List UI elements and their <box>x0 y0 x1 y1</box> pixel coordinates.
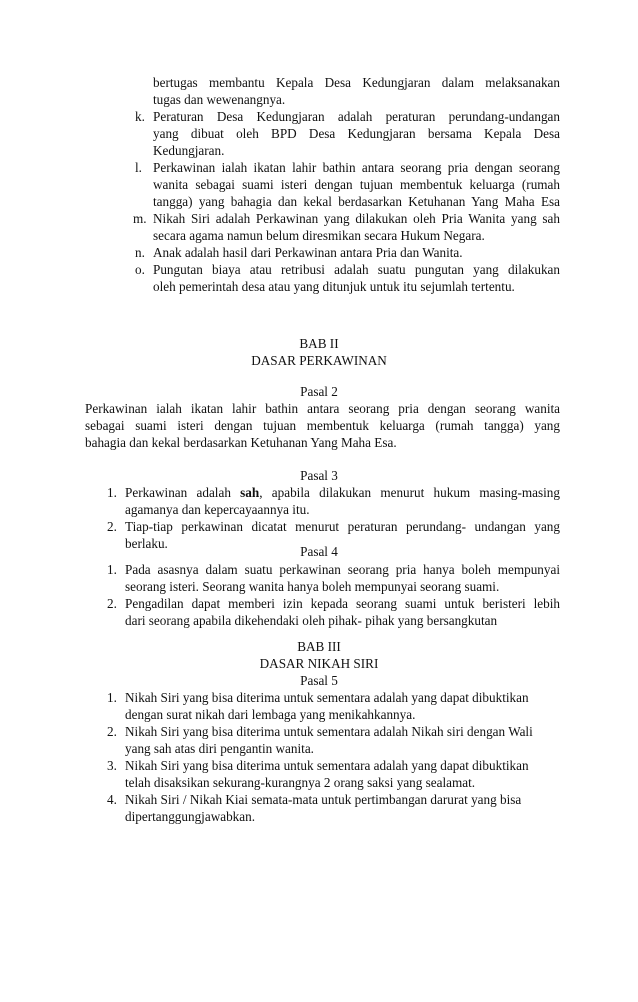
definition-line: Pungutan biaya atau retribusi adalah suatu pungutan yang dilakukan <box>153 262 560 277</box>
definition-line: secara agama namun belum diresmikan secara Hukum Negara. <box>153 228 485 243</box>
definition-letter: k. <box>135 109 145 124</box>
article-paragraph-line: sebagai suami isteri dengan tujuan membentuk keluarga (rumah tangga) yang <box>85 418 560 433</box>
definition-letter: m. <box>133 211 147 226</box>
definition-line: oleh pemerintah desa atau yang ditunjuk untuk itu sejumlah tertentu. <box>153 279 515 294</box>
definition-line: Anak adalah hasil dari Perkawinan antara Pria dan Wanita. <box>153 245 463 260</box>
chapter-subtitle: DASAR PERKAWINAN <box>251 353 387 368</box>
definition-line: Kedungjaran. <box>153 143 225 158</box>
article-heading: Pasal 4 <box>300 544 338 559</box>
list-number: 1. <box>107 690 117 705</box>
list-item-line: dari seorang apabila dikehendaki oleh pihak- pihak yang bersangkutan <box>125 613 498 628</box>
article-paragraph-line: bahagia dan kekal berdasarkan Ketuhanan Yang Maha Esa. <box>85 435 397 450</box>
definition-line: yang dibuat oleh BPD Desa Kedungjaran bersama Kepala Desa <box>153 126 560 141</box>
list-item-line: Nikah Siri yang bisa diterima untuk sementara adalah yang dapat dibuktikan <box>125 758 529 773</box>
definition-letter: l. <box>135 160 142 175</box>
chapter-subtitle: DASAR NIKAH SIRI <box>259 656 379 671</box>
definition-continuation-line: bertugas membantu Kepala Desa Kedungjaran dalam melaksanakan <box>153 75 560 90</box>
definition-line: tangga) yang bahagia dan kekal berdasarkan Ketuhanan Yang Maha Esa <box>153 194 560 209</box>
article-heading: Pasal 2 <box>300 384 338 399</box>
list-item-line: Nikah Siri yang bisa diterima untuk sementara adalah yang dapat dibuktikan <box>125 690 529 705</box>
list-item-text: Perkawinan adalah <box>125 485 241 500</box>
list-item-line: Tiap-tiap perkawinan dicatat menurut peraturan perundang- undangan yang <box>125 519 560 534</box>
list-number: 3. <box>107 758 117 773</box>
list-number: 4. <box>107 792 117 807</box>
chapter-title: BAB II <box>299 336 339 351</box>
list-item-line: seorang isteri. Seorang wanita hanya boleh mempunyai seorang suami. <box>125 579 500 594</box>
list-item-line: telah disaksikan sekurang-kurangnya 2 orang saksi yang sealamat. <box>125 775 476 790</box>
definition-line: Perkawinan ialah ikatan lahir bathin antara seorang pria dengan seorang <box>153 160 560 175</box>
list-item-line: Nikah Siri yang bisa diterima untuk sementara adalah Nikah siri dengan Wali <box>125 724 533 739</box>
list-item-line: Pengadilan dapat memberi izin kepada seorang suami untuk beristeri lebih <box>125 596 560 611</box>
list-item-line: dipertanggungjawabkan. <box>125 809 256 824</box>
emphasis-text: sah <box>240 485 260 500</box>
list-item-line: Pada asasnya dalam suatu perkawinan seorang pria hanya boleh mempunyai <box>125 562 560 577</box>
list-number: 2. <box>107 596 117 611</box>
list-item-text: , apabila dilakukan menurut hukum masing-masing <box>259 485 560 500</box>
article-heading: Pasal 5 <box>300 673 338 688</box>
list-item-line: Nikah Siri / Nikah Kiai semata-mata untuk pertimbangan darurat yang bisa <box>125 792 522 807</box>
list-item-line: berlaku. <box>125 536 168 551</box>
list-item-line <box>125 484 560 501</box>
definition-letter: n. <box>135 245 145 260</box>
list-item-line: yang sah atas diri pengantin wanita. <box>125 741 314 756</box>
definition-continuation-line: tugas dan wewenangnya. <box>153 92 286 107</box>
definition-line: Peraturan Desa Kedungjaran adalah peraturan perundang-undangan <box>153 109 560 124</box>
article-paragraph-line: Perkawinan ialah ikatan lahir bathin antara seorang pria dengan seorang wanita <box>85 401 560 416</box>
list-item-line: agamanya dan kepercayaannya itu. <box>125 502 310 517</box>
chapter-title: BAB III <box>297 639 341 654</box>
definition-line: Nikah Siri adalah Perkawinan yang dilakukan oleh Pria Wanita yang sah <box>153 211 560 226</box>
list-number: 1. <box>107 562 117 577</box>
list-number: 2. <box>107 724 117 739</box>
definition-letter: o. <box>135 262 145 277</box>
list-item-line: dengan surat nikah dari lembaga yang menikahkannya. <box>125 707 416 722</box>
definition-line: wanita sebagai suami isteri dengan tujuan membentuk keluarga (rumah <box>153 177 560 192</box>
list-number: 2. <box>107 519 117 534</box>
article-heading: Pasal 3 <box>300 468 338 483</box>
list-number: 1. <box>107 485 117 500</box>
